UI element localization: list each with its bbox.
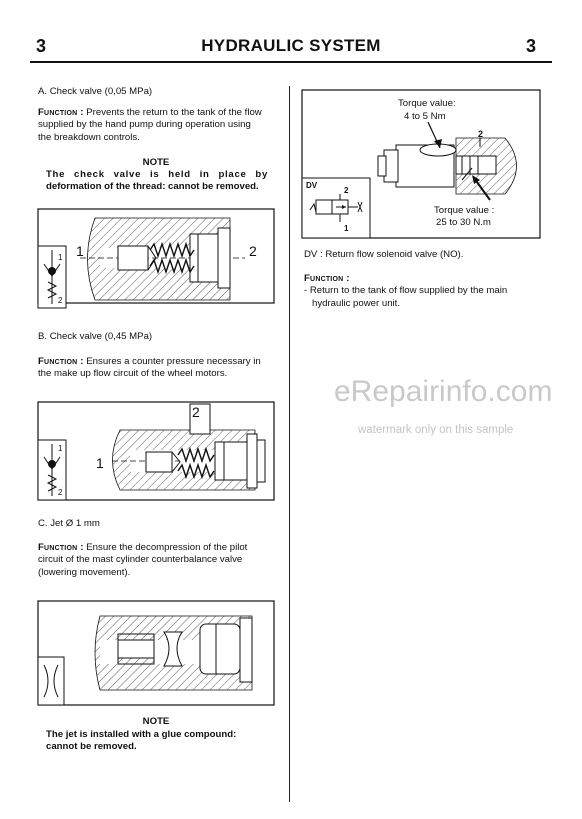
- note-title: NOTE: [142, 716, 170, 727]
- torque-value-1-label: Torque value:: [398, 98, 456, 109]
- function-label: Function :: [38, 542, 84, 553]
- section-b-title: B. Check valve (0,45 MPa): [38, 331, 153, 342]
- note-text: The check valve is held in place by: [46, 169, 268, 180]
- function-label: Function :: [38, 356, 84, 367]
- section-a-title: A. Check valve (0,05 MPa): [38, 86, 153, 97]
- port-label-1: 1: [96, 455, 104, 471]
- note-text: The jet is installed with a glue compound:: [46, 729, 237, 740]
- function-text: Prevents the return to the tank of the flow: [86, 107, 262, 118]
- function-text: - Return to the tank of flow supplied by the main: [304, 285, 508, 296]
- port-label-2: 2: [192, 404, 200, 420]
- section-c-title: C. Jet Ø 1 mm: [38, 518, 100, 529]
- function-text: supplied by the hand pump during operation using: [38, 119, 251, 131]
- symbol-port-2: 2: [58, 488, 63, 497]
- symbol-port-2: 2: [58, 296, 63, 305]
- symbol-port-2: 2: [344, 186, 349, 195]
- symbol-port-1: 1: [58, 444, 63, 453]
- note-text: cannot be removed.: [46, 741, 137, 752]
- page-number-left: 3: [36, 36, 47, 56]
- solenoid-caption: DV : Return flow solenoid valve (NO).: [304, 249, 464, 260]
- torque-value-1: 4 to 5 Nm: [404, 111, 446, 122]
- dv-label: DV: [306, 181, 318, 190]
- function-text: the make up flow circuit of the wheel motors.: [38, 368, 228, 380]
- function-text: circuit of the mast cylinder counterbalance valve: [38, 554, 243, 566]
- torque-value-2: 25 to 30 N.m: [436, 217, 491, 228]
- port-label-2: 2: [249, 243, 257, 259]
- function-text: the breakdown controls.: [38, 131, 140, 143]
- function-text: Ensure the decompression of the pilot: [86, 542, 248, 553]
- note-title: NOTE: [142, 157, 170, 168]
- symbol-port-1: 1: [58, 253, 63, 262]
- watermark-main: eRepairinfo.com: [334, 375, 553, 408]
- symbol-port-1: 1: [344, 224, 349, 233]
- port-label-1: 1: [76, 243, 84, 259]
- page-number-right: 3: [526, 36, 537, 56]
- port-label-2: 2: [478, 129, 484, 139]
- watermark-sub: watermark only on this sample: [358, 424, 514, 436]
- note-text: deformation of the thread: cannot be removed.: [46, 181, 259, 192]
- function-text: (lowering movement).: [38, 566, 131, 578]
- function-label: Function :: [304, 273, 350, 284]
- function-label: Function :: [38, 107, 84, 118]
- torque-value-2-label: Torque value :: [434, 205, 495, 216]
- page-title: HYDRAULIC SYSTEM: [201, 36, 381, 55]
- function-text: Ensures a counter pressure necessary in: [86, 356, 261, 367]
- function-text: hydraulic power unit.: [312, 298, 400, 309]
